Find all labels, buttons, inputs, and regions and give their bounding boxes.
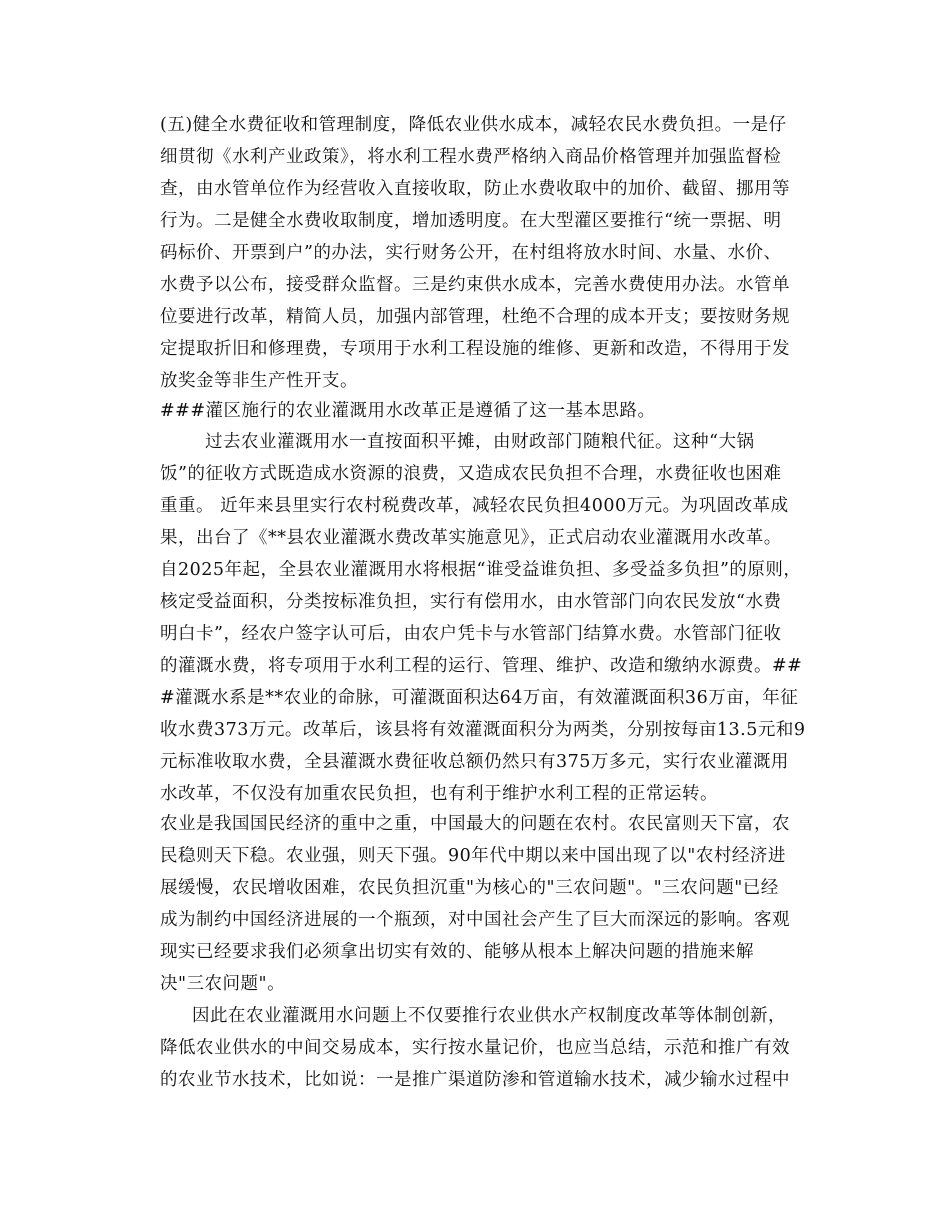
text-line: 查，由水管单位作为经营收入直接收取，防止水费收取中的加价、截留、挪用等 <box>160 179 790 199</box>
text-line: #灌溉水系是**农业的命脉，可灌溉面积达64万亩，有效灌溉面积36万亩，年征 <box>160 688 799 708</box>
text-line: 码标价、开票到户”的办法，实行财务公开，在村组将放水时间、水量、水价、 <box>160 243 782 263</box>
text-line: 水改革，不仅没有加重农民负担，也有利于维护水利工程的正常运转。 <box>160 784 718 804</box>
text-line: 决"三农问题"。 <box>160 974 286 994</box>
text-line: 果，出台了《**县农业灌溉水费改革实施意见》，正式启动农业灌溉用水改革。 <box>160 528 782 548</box>
text-line: 农业是我国国民经济的重中之重，中国最大的问题在农村。农民富则天下富，农 <box>160 814 790 834</box>
text-line: 元标准收取水费，全县灌溉水费征收总额仍然只有375万多元，实行农业灌溉用 <box>160 752 789 772</box>
text-line: 成为制约中国经济进展的一个瓶颈，对中国社会产生了巨大而深远的影响。客观 <box>160 910 790 930</box>
text-line: 行为。二是健全水费收取制度，增加透明度。在大型灌区要推行“统一票据、明 <box>160 211 782 231</box>
text-line: 放奖金等非生产性开支。 <box>160 371 358 391</box>
text-line: 重重。 近年来县里实行农村税费改革，减轻农民负担4000万元。为巩固改革成 <box>160 496 789 516</box>
text-line: 核定受益面积，分类按标准负担，实行有偿用水，由水管部门向农民发放“水费 <box>160 592 782 612</box>
text-line: 降低农业供水的中间交易成本，实行按水量记价，也应当总结，示范和推广有效 <box>160 1038 790 1058</box>
text-line: 民稳则天下稳。农业强，则天下强。90年代中期以来中国出现了以"农村经济进 <box>160 846 786 866</box>
text-line: 收水费373万元。改革后，该县将有效灌溉面积分为两类，分别按每亩13.5元和9 <box>160 720 806 740</box>
text-line: 因此在农业灌溉用水问题上不仅要推行农业供水产权制度改革等体制创新， <box>192 1006 786 1026</box>
text-line: 定提取折旧和修理费，专项用于水利工程设施的维修、更新和改造，不得用于发 <box>160 339 790 359</box>
text-line: 饭”的征收方式既造成水资源的浪费，又造成农民负担不合理，水费征收也困难 <box>160 464 782 484</box>
text-line: 水费予以公布，接受群众监督。三是约束供水成本，完善水费使用办法。水管单 <box>160 275 790 295</box>
text-line: 的灌溉水费，将专项用于水利工程的运行、管理、维护、改造和缴纳水源费。## <box>160 656 803 676</box>
text-line: 位要进行改革，精简人员，加强内部管理，杜绝不合理的成本开支；要按财务规 <box>160 307 790 327</box>
text-line: ###灌区施行的农业灌溉用水改革正是遵循了这一基本思路。 <box>160 401 656 421</box>
text-line: (五)健全水费征收和管理制度，降低农业供水成本，减轻农民水费负担。一是仔 <box>160 115 787 135</box>
text-line: 细贯彻《水利产业政策》，将水利工程水费严格纳入商品价格管理并加强监督检 <box>160 147 782 167</box>
text-line: 的农业节水技术，比如说：一是推广渠道防渗和管道输水技术，减少输水过程中 <box>160 1070 790 1090</box>
text-line: 明白卡”，经农户签字认可后，由农户凭卡与水管部门结算水费。水管部门征收 <box>160 624 782 644</box>
text-line: 过去农业灌溉用水一直按面积平摊，由财政部门随粮代征。这种“大锅 <box>205 432 755 452</box>
text-line: 现实已经要求我们必须拿出切实有效的、能够从根本上解决问题的措施来解 <box>160 942 754 962</box>
text-line: 自2025年起，全县农业灌溉用水将根据“谁受益谁负担、多受益多负担”的原则， <box>160 560 802 580</box>
text-line: 展缓慢，农民增收困难，农民负担沉重"为核心的"三农问题"。"三农问题"已经 <box>160 878 779 898</box>
